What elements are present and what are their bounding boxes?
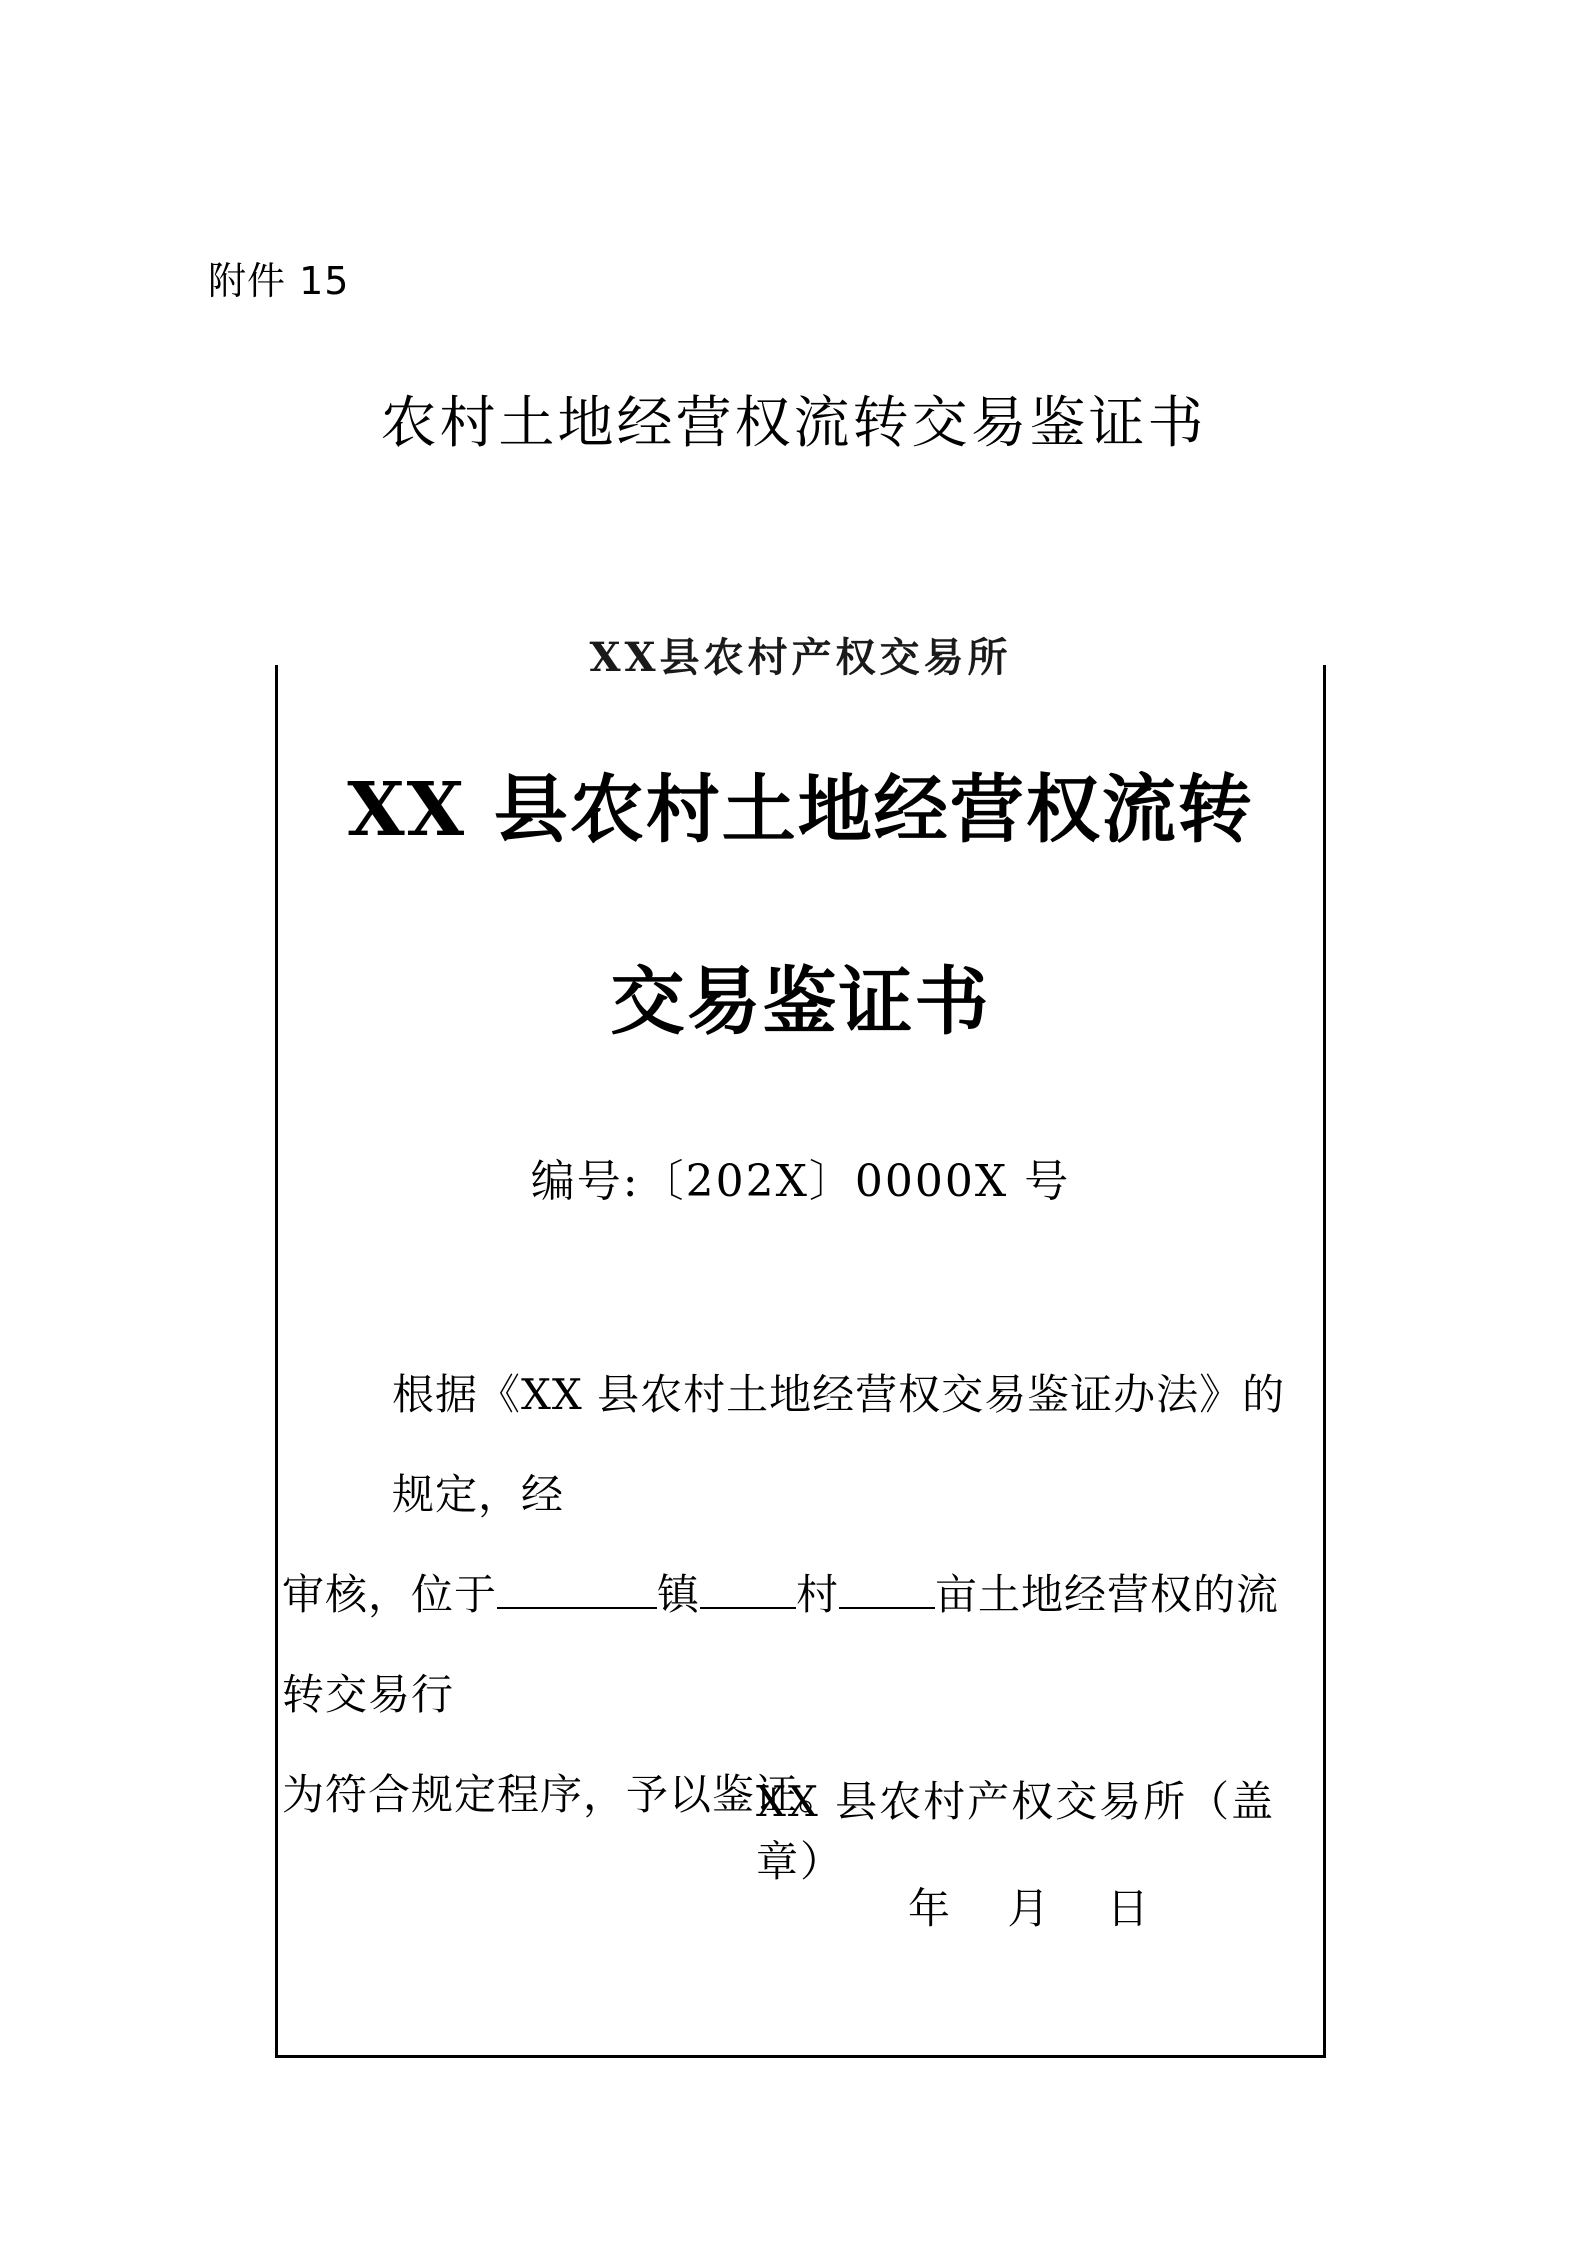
town-label: 镇 bbox=[657, 1570, 701, 1619]
body-line-2 bbox=[282, 1545, 1312, 1745]
certificate-title-line-2: 交易鉴证书 bbox=[610, 959, 991, 1045]
date-day: 日 bbox=[1106, 1884, 1149, 1933]
document-title: 农村土地经营权流转交易鉴证书 bbox=[380, 391, 1207, 456]
village-blank bbox=[700, 1569, 796, 1609]
body-line-3: 为符合规定程序，予以鉴证。 bbox=[282, 1770, 842, 1819]
body-text-review: 审核，位于 bbox=[282, 1570, 498, 1619]
certificate-title-line-1: XX 县农村土地经营权流转 bbox=[347, 767, 1254, 853]
cut-off-header: XX县农村产权交易所 bbox=[589, 634, 1012, 681]
attachment-label: 附件 15 bbox=[208, 259, 350, 303]
date-line bbox=[908, 1879, 1193, 1939]
issuer-seal-line: XX 县农村产权交易所（盖章） bbox=[756, 1777, 1276, 1886]
body-text-area: 亩土地经营权的流转交易行 bbox=[282, 1570, 1280, 1719]
date-year: 年 bbox=[908, 1884, 951, 1933]
certificate-body bbox=[282, 1345, 1312, 1845]
area-blank bbox=[839, 1569, 935, 1609]
village-label: 村 bbox=[796, 1570, 840, 1619]
town-blank bbox=[497, 1569, 657, 1609]
certificate-number: 编号:〔202X〕0000X 号 bbox=[530, 1156, 1071, 1207]
certificate-frame bbox=[275, 634, 1326, 2058]
body-line-1: 根据《XX 县农村土地经营权交易鉴证办法》的规定，经 bbox=[392, 1370, 1286, 1519]
date-month: 月 bbox=[1007, 1884, 1050, 1933]
